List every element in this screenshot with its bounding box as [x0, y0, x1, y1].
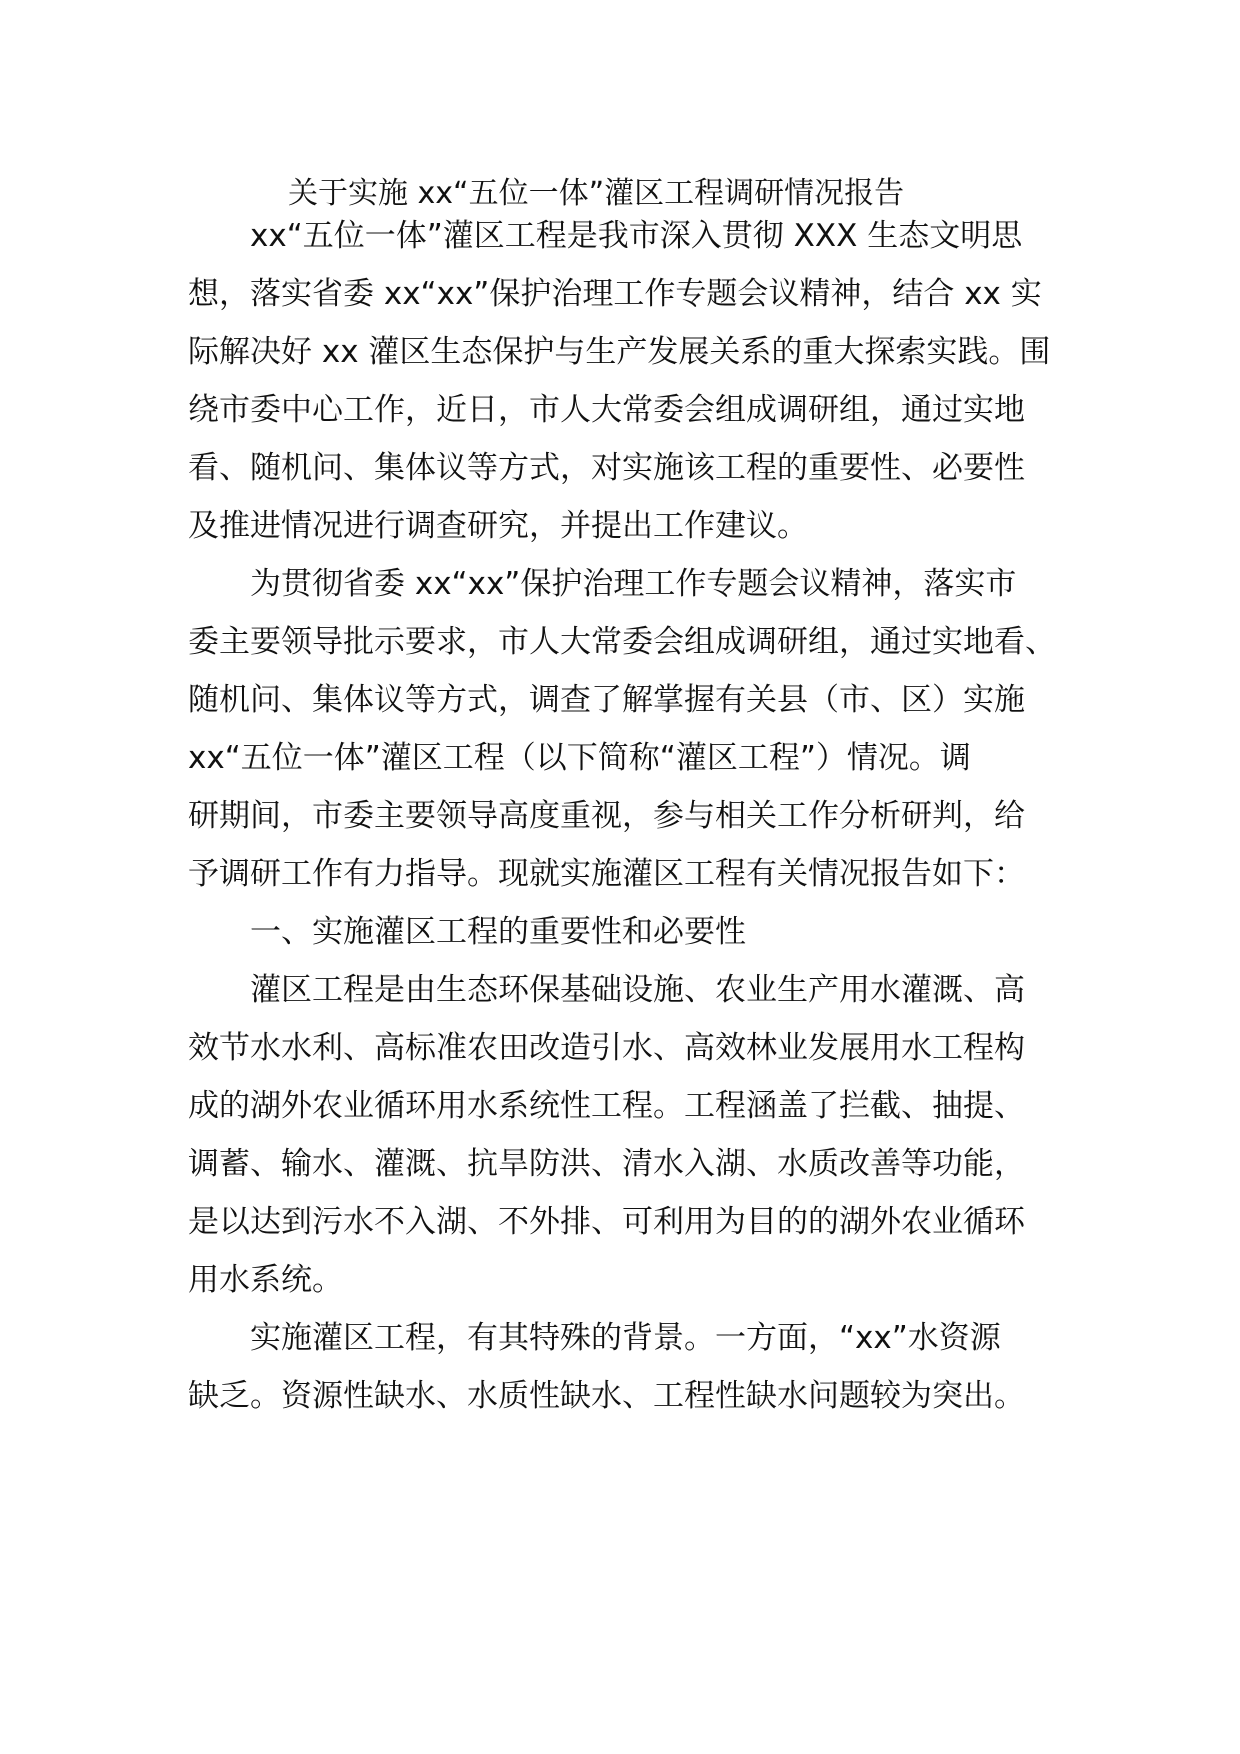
body-line: xx“五位一体”灌区工程是我市深入贯彻 XXX 生态文明思	[250, 218, 1023, 254]
body-line: 是以达到污水不入湖、不外排、可利用为目的的湖外农业循环	[188, 1204, 1025, 1240]
body-line: 调蓄、输水、灌溉、抗旱防洪、清水入湖、水质改善等功能，	[188, 1146, 1025, 1182]
body-line: 用水系统。	[188, 1262, 343, 1298]
document-title: 关于实施 xx“五位一体”灌区工程调研情况报告	[288, 176, 905, 211]
body-line: 实施灌区工程，有其特殊的背景。一方面，“xx”水资源	[250, 1320, 1001, 1356]
body-line: 灌区工程是由生态环保基础设施、农业生产用水灌溉、高	[250, 972, 1025, 1008]
body-line: 随机问、集体议等方式，调查了解掌握有关县（市、区）实施	[188, 682, 1025, 718]
body-line: xx“五位一体”灌区工程（以下简称“灌区工程”）情况。调	[188, 740, 971, 776]
body-line: 绕市委中心工作，近日，市人大常委会组成调研组，通过实地	[188, 392, 1025, 428]
body-line: 际解决好 xx 灌区生态保护与生产发展关系的重大探索实践。围	[188, 334, 1051, 370]
body-line: 委主要领导批示要求，市人大常委会组成调研组，通过实地看、	[188, 624, 1056, 660]
body-line: 成的湖外农业循环用水系统性工程。工程涵盖了拦截、抽提、	[188, 1088, 1025, 1124]
body-line: 缺乏。资源性缺水、水质性缺水、工程性缺水问题较为突出。	[188, 1378, 1025, 1414]
body-line: 想，落实省委 xx“xx”保护治理工作专题会议精神，结合 xx 实	[188, 276, 1042, 312]
body-line: 及推进情况进行调查研究，并提出工作建议。	[188, 508, 808, 544]
body-line: 研期间，市委主要领导高度重视，参与相关工作分析研判，给	[188, 798, 1025, 834]
section-heading: 一、实施灌区工程的重要性和必要性	[250, 914, 746, 950]
body-line: 为贯彻省委 xx“xx”保护治理工作专题会议精神，落实市	[250, 566, 1017, 602]
body-line: 看、随机问、集体议等方式，对实施该工程的重要性、必要性	[188, 450, 1025, 486]
body-line: 效节水水利、高标准农田改造引水、高效林业发展用水工程构	[188, 1030, 1025, 1066]
body-line: 予调研工作有力指导。现就实施灌区工程有关情况报告如下：	[188, 856, 1025, 892]
